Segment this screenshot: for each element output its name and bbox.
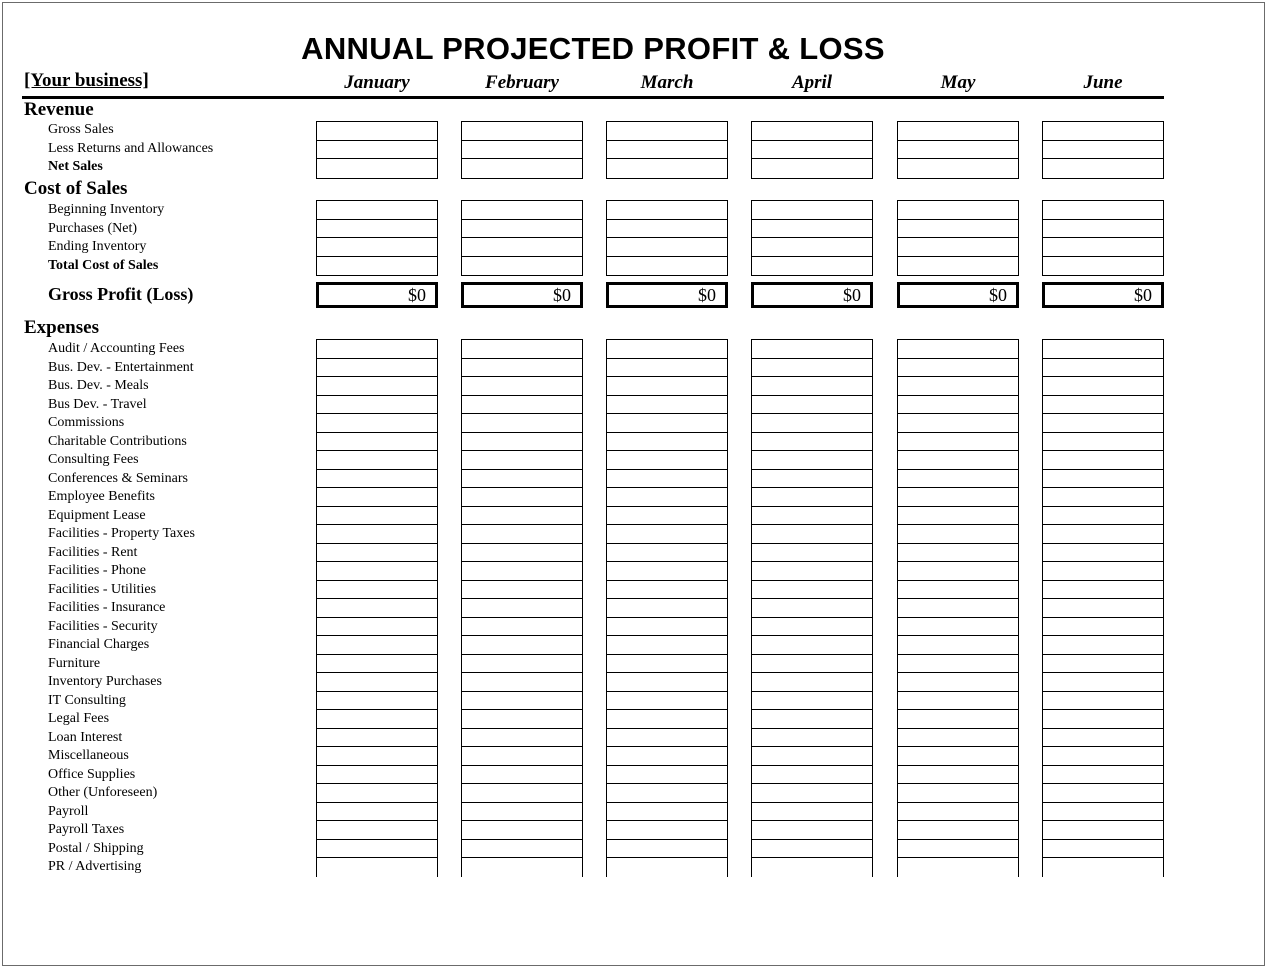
entry-cell[interactable]	[462, 122, 582, 141]
entry-cell[interactable]	[462, 784, 582, 803]
entry-cell[interactable]	[462, 766, 582, 785]
entry-cell[interactable]	[317, 821, 437, 840]
entry-cell[interactable]	[898, 377, 1018, 396]
entry-cell[interactable]	[752, 692, 872, 711]
entry-cell[interactable]	[462, 340, 582, 359]
entry-cell[interactable]	[317, 141, 437, 160]
entry-cell[interactable]	[607, 220, 727, 239]
entry-cell[interactable]	[317, 766, 437, 785]
entry-cell[interactable]	[317, 414, 437, 433]
entry-cell[interactable]	[898, 340, 1018, 359]
expense-label-bus-dev-meals: Bus. Dev. - Meals	[48, 378, 149, 393]
month-header-february: February	[485, 72, 559, 93]
entry-cell[interactable]	[752, 636, 872, 655]
entry-cell[interactable]	[752, 122, 872, 141]
expense-label-payroll: Payroll	[48, 803, 89, 819]
entry-cell[interactable]	[1043, 692, 1163, 711]
entry-cell[interactable]	[898, 581, 1018, 600]
entry-cell[interactable]	[752, 655, 872, 674]
entry-cell[interactable]	[898, 470, 1018, 489]
gross-profit-value-april: $0	[751, 282, 873, 308]
entry-cell[interactable]	[607, 766, 727, 785]
entry-cell[interactable]	[752, 433, 872, 452]
expense-label-payroll-taxes: Payroll Taxes	[48, 822, 125, 837]
entry-cell[interactable]	[898, 141, 1018, 160]
entry-cell[interactable]	[1043, 159, 1163, 178]
expense-label-office-supplies: Office Supplies	[48, 766, 136, 782]
cost-of-sales-column-february	[461, 200, 583, 276]
entry-cell[interactable]	[607, 433, 727, 452]
page-title: ANNUAL PROJECTED PROFIT & LOSS	[301, 31, 885, 66]
entry-cell[interactable]	[607, 414, 727, 433]
expenses-column-may	[897, 339, 1019, 877]
expenses-column-february	[461, 339, 583, 877]
entry-cell[interactable]	[607, 618, 727, 637]
expense-label-bus-dev-entertainment: Bus. Dev. - Entertainment	[48, 359, 194, 375]
entry-cell[interactable]	[462, 858, 582, 877]
expense-label-charitable-contributions: Charitable Contributions	[48, 433, 187, 449]
entry-cell[interactable]	[752, 257, 872, 276]
cost-of-sales-label-beginning-inventory: Beginning Inventory	[48, 202, 165, 217]
entry-cell[interactable]	[1043, 340, 1163, 359]
expense-label-other-unforeseen: Other (Unforeseen)	[48, 785, 158, 800]
entry-cell[interactable]	[752, 618, 872, 637]
entry-cell[interactable]	[607, 377, 727, 396]
entry-cell[interactable]	[317, 159, 437, 178]
entry-cell[interactable]	[317, 525, 437, 544]
month-header-june: June	[1083, 72, 1123, 93]
entry-cell[interactable]	[462, 238, 582, 257]
expenses-column-march	[606, 339, 728, 877]
expense-label-facilities-insurance: Facilities - Insurance	[48, 600, 166, 615]
entry-cell[interactable]	[898, 257, 1018, 276]
entry-cell[interactable]	[607, 784, 727, 803]
gross-profit-value-january: $0	[316, 282, 438, 308]
entry-cell[interactable]	[317, 562, 437, 581]
entry-cell[interactable]	[317, 122, 437, 141]
entry-cell[interactable]	[462, 562, 582, 581]
entry-cell[interactable]	[607, 692, 727, 711]
expense-label-it-consulting: IT Consulting	[48, 692, 126, 708]
entry-cell[interactable]	[607, 238, 727, 257]
entry-cell[interactable]	[1043, 655, 1163, 674]
revenue-label-less-returns-and-allowances: Less Returns and Allowances	[48, 140, 214, 156]
entry-cell[interactable]	[752, 710, 872, 729]
entry-cell[interactable]	[317, 840, 437, 859]
expense-label-equipment-lease: Equipment Lease	[48, 507, 146, 523]
business-name[interactable]: [Your business]	[24, 70, 149, 91]
entry-cell[interactable]	[317, 451, 437, 470]
entry-cell[interactable]	[898, 525, 1018, 544]
entry-cell[interactable]	[607, 451, 727, 470]
entry-cell[interactable]	[898, 710, 1018, 729]
expense-label-commissions: Commissions	[48, 415, 125, 430]
entry-cell[interactable]	[898, 122, 1018, 141]
cost-of-sales-column-january	[316, 200, 438, 276]
revenue-column-february	[461, 121, 583, 179]
expenses-heading: Expenses	[24, 317, 99, 338]
entry-cell[interactable]	[317, 470, 437, 489]
expense-label-pr-advertising: PR / Advertising	[48, 859, 142, 874]
entry-cell[interactable]	[752, 159, 872, 178]
entry-cell[interactable]	[607, 159, 727, 178]
entry-cell[interactable]	[752, 581, 872, 600]
entry-cell[interactable]	[898, 201, 1018, 220]
entry-cell[interactable]	[462, 729, 582, 748]
entry-cell[interactable]	[462, 470, 582, 489]
entry-cell[interactable]	[752, 507, 872, 526]
entry-cell[interactable]	[317, 599, 437, 618]
cost-of-sales-label-ending-inventory: Ending Inventory	[48, 239, 147, 254]
revenue-column-march	[606, 121, 728, 179]
entry-cell[interactable]	[317, 803, 437, 822]
month-header-may: May	[940, 72, 976, 93]
entry-cell[interactable]	[317, 747, 437, 766]
entry-cell[interactable]	[898, 858, 1018, 877]
entry-cell[interactable]	[1043, 396, 1163, 415]
cost-of-sales-column-march	[606, 200, 728, 276]
revenue-total-label: Net Sales	[48, 159, 103, 174]
entry-cell[interactable]	[752, 525, 872, 544]
entry-cell[interactable]	[462, 201, 582, 220]
entry-cell[interactable]	[462, 159, 582, 178]
entry-cell[interactable]	[462, 599, 582, 618]
entry-cell[interactable]	[462, 525, 582, 544]
entry-cell[interactable]	[898, 359, 1018, 378]
expense-label-audit-accounting-fees: Audit / Accounting Fees	[48, 341, 185, 356]
entry-cell[interactable]	[317, 673, 437, 692]
entry-cell[interactable]	[462, 507, 582, 526]
expense-label-miscellaneous: Miscellaneous	[48, 748, 129, 763]
entry-cell[interactable]	[607, 729, 727, 748]
entry-cell[interactable]	[898, 396, 1018, 415]
entry-cell[interactable]	[317, 257, 437, 276]
expense-label-conferences-seminars: Conferences & Seminars	[48, 470, 188, 486]
entry-cell[interactable]	[317, 618, 437, 637]
expense-label-employee-benefits: Employee Benefits	[48, 489, 155, 504]
entry-cell[interactable]	[462, 618, 582, 637]
expense-label-inventory-purchases: Inventory Purchases	[48, 674, 162, 689]
entry-cell[interactable]	[607, 710, 727, 729]
entry-cell[interactable]	[462, 673, 582, 692]
expense-label-facilities-phone: Facilities - Phone	[48, 563, 146, 578]
entry-cell[interactable]	[1043, 747, 1163, 766]
entry-cell[interactable]	[607, 803, 727, 822]
entry-cell[interactable]	[462, 359, 582, 378]
entry-cell[interactable]	[607, 562, 727, 581]
entry-cell[interactable]	[752, 803, 872, 822]
entry-cell[interactable]	[898, 655, 1018, 674]
entry-cell[interactable]	[1043, 433, 1163, 452]
entry-cell[interactable]	[752, 359, 872, 378]
entry-cell[interactable]	[898, 507, 1018, 526]
entry-cell[interactable]	[1043, 544, 1163, 563]
entry-cell[interactable]	[607, 858, 727, 877]
entry-cell[interactable]	[1043, 766, 1163, 785]
entry-cell[interactable]	[752, 201, 872, 220]
entry-cell[interactable]	[317, 359, 437, 378]
entry-cell[interactable]	[1043, 636, 1163, 655]
entry-cell[interactable]	[607, 821, 727, 840]
entry-cell[interactable]	[317, 692, 437, 711]
revenue-column-may	[897, 121, 1019, 179]
expense-label-loan-interest: Loan Interest	[48, 729, 123, 745]
entry-cell[interactable]	[317, 507, 437, 526]
entry-cell[interactable]	[1043, 359, 1163, 378]
entry-cell[interactable]	[1043, 803, 1163, 822]
entry-cell[interactable]	[752, 673, 872, 692]
entry-cell[interactable]	[898, 433, 1018, 452]
entry-cell[interactable]	[462, 414, 582, 433]
entry-cell[interactable]	[607, 141, 727, 160]
entry-cell[interactable]	[607, 544, 727, 563]
revenue-column-january	[316, 121, 438, 179]
entry-cell[interactable]	[607, 636, 727, 655]
entry-cell[interactable]	[317, 433, 437, 452]
entry-cell[interactable]	[1043, 858, 1163, 877]
expense-label-facilities-utilities: Facilities - Utilities	[48, 581, 157, 597]
entry-cell[interactable]	[752, 766, 872, 785]
expense-label-facilities-rent: Facilities - Rent	[48, 544, 138, 560]
gross-profit-value-february: $0	[461, 282, 583, 308]
entry-cell[interactable]	[317, 581, 437, 600]
entry-cell[interactable]	[607, 599, 727, 618]
entry-cell[interactable]	[607, 655, 727, 674]
month-header-march: March	[640, 72, 694, 93]
entry-cell[interactable]	[1043, 618, 1163, 637]
entry-cell[interactable]	[462, 581, 582, 600]
month-header-april: April	[791, 72, 833, 93]
entry-cell[interactable]	[1043, 729, 1163, 748]
entry-cell[interactable]	[898, 636, 1018, 655]
cost-of-sales-column-june	[1042, 200, 1164, 276]
entry-cell[interactable]	[1043, 201, 1163, 220]
entry-cell[interactable]	[462, 544, 582, 563]
entry-cell[interactable]	[752, 747, 872, 766]
entry-cell[interactable]	[462, 821, 582, 840]
entry-cell[interactable]	[317, 201, 437, 220]
entry-cell[interactable]	[462, 655, 582, 674]
expenses-column-june	[1042, 339, 1164, 877]
entry-cell[interactable]	[607, 488, 727, 507]
entry-cell[interactable]	[752, 141, 872, 160]
gross-profit-value-march: $0	[606, 282, 728, 308]
entry-cell[interactable]	[1043, 525, 1163, 544]
entry-cell[interactable]	[752, 544, 872, 563]
entry-cell[interactable]	[462, 396, 582, 415]
revenue-label-gross-sales: Gross Sales	[48, 122, 114, 137]
entry-cell[interactable]	[1043, 488, 1163, 507]
entry-cell[interactable]	[317, 729, 437, 748]
entry-cell[interactable]	[1043, 238, 1163, 257]
expense-label-financial-charges: Financial Charges	[48, 637, 150, 652]
entry-cell[interactable]	[317, 220, 437, 239]
entry-cell[interactable]	[898, 840, 1018, 859]
entry-cell[interactable]	[607, 840, 727, 859]
entry-cell[interactable]	[1043, 451, 1163, 470]
entry-cell[interactable]	[317, 544, 437, 563]
cost-of-sales-label-purchases-net: Purchases (Net)	[48, 220, 138, 236]
entry-cell[interactable]	[607, 359, 727, 378]
entry-cell[interactable]	[752, 784, 872, 803]
expense-label-facilities-security: Facilities - Security	[48, 618, 158, 634]
entry-cell[interactable]	[1043, 507, 1163, 526]
entry-cell[interactable]	[898, 766, 1018, 785]
entry-cell[interactable]	[462, 840, 582, 859]
entry-cell[interactable]	[752, 840, 872, 859]
entry-cell[interactable]	[752, 858, 872, 877]
expense-label-legal-fees: Legal Fees	[48, 711, 110, 726]
entry-cell[interactable]	[462, 220, 582, 239]
expenses-column-january	[316, 339, 438, 877]
entry-cell[interactable]	[462, 433, 582, 452]
entry-cell[interactable]	[607, 122, 727, 141]
entry-cell[interactable]	[752, 729, 872, 748]
entry-cell[interactable]	[1043, 122, 1163, 141]
entry-cell[interactable]	[898, 159, 1018, 178]
expense-label-furniture: Furniture	[48, 655, 101, 671]
entry-cell[interactable]	[898, 488, 1018, 507]
revenue-column-june	[1042, 121, 1164, 179]
entry-cell[interactable]	[317, 858, 437, 877]
entry-cell[interactable]	[462, 803, 582, 822]
entry-cell[interactable]	[1043, 784, 1163, 803]
entry-cell[interactable]	[462, 451, 582, 470]
entry-cell[interactable]	[898, 220, 1018, 239]
entry-cell[interactable]	[898, 599, 1018, 618]
entry-cell[interactable]	[752, 470, 872, 489]
entry-cell[interactable]	[462, 636, 582, 655]
gross-profit-value-june: $0	[1042, 282, 1164, 308]
entry-cell[interactable]	[898, 562, 1018, 581]
entry-cell[interactable]	[317, 784, 437, 803]
entry-cell[interactable]	[607, 507, 727, 526]
expense-label-facilities-property-taxes: Facilities - Property Taxes	[48, 526, 195, 541]
cost-of-sales-total-label: Total Cost of Sales	[48, 257, 159, 273]
expense-label-bus-dev-travel: Bus Dev. - Travel	[48, 396, 147, 412]
entry-cell[interactable]	[898, 618, 1018, 637]
entry-cell[interactable]	[317, 636, 437, 655]
revenue-heading: Revenue	[24, 99, 94, 120]
expense-label-consulting-fees: Consulting Fees	[48, 452, 139, 467]
entry-cell[interactable]	[752, 488, 872, 507]
entry-cell[interactable]	[317, 238, 437, 257]
entry-cell[interactable]	[1043, 141, 1163, 160]
entry-cell[interactable]	[1043, 581, 1163, 600]
entry-cell[interactable]	[752, 414, 872, 433]
gross-profit-value-may: $0	[897, 282, 1019, 308]
header-divider	[22, 96, 1164, 99]
gross-profit-label: Gross Profit (Loss)	[48, 284, 194, 304]
entry-cell[interactable]	[607, 525, 727, 544]
entry-cell[interactable]	[752, 220, 872, 239]
entry-cell[interactable]	[1043, 821, 1163, 840]
entry-cell[interactable]	[752, 599, 872, 618]
cost-of-sales-column-april	[751, 200, 873, 276]
entry-cell[interactable]	[462, 710, 582, 729]
entry-cell[interactable]	[1043, 599, 1163, 618]
entry-cell[interactable]	[317, 377, 437, 396]
entry-cell[interactable]	[607, 747, 727, 766]
entry-cell[interactable]	[1043, 470, 1163, 489]
entry-cell[interactable]	[317, 488, 437, 507]
entry-cell[interactable]	[1043, 414, 1163, 433]
entry-cell[interactable]	[607, 581, 727, 600]
entry-cell[interactable]	[898, 238, 1018, 257]
entry-cell[interactable]	[752, 238, 872, 257]
expense-label-postal-shipping: Postal / Shipping	[48, 840, 144, 856]
month-header-january: January	[344, 72, 410, 93]
entry-cell[interactable]	[898, 821, 1018, 840]
entry-cell[interactable]	[317, 396, 437, 415]
entry-cell[interactable]	[462, 377, 582, 396]
revenue-column-april	[751, 121, 873, 179]
entry-cell[interactable]	[462, 747, 582, 766]
entry-cell[interactable]	[1043, 710, 1163, 729]
entry-cell[interactable]	[607, 470, 727, 489]
entry-cell[interactable]	[1043, 377, 1163, 396]
entry-cell[interactable]	[898, 747, 1018, 766]
entry-cell[interactable]	[898, 414, 1018, 433]
entry-cell[interactable]	[1043, 257, 1163, 276]
entry-cell[interactable]	[317, 340, 437, 359]
expenses-column-april	[751, 339, 873, 877]
entry-cell[interactable]	[317, 710, 437, 729]
entry-cell[interactable]	[607, 673, 727, 692]
entry-cell[interactable]	[1043, 562, 1163, 581]
entry-cell[interactable]	[898, 451, 1018, 470]
entry-cell[interactable]	[1043, 220, 1163, 239]
entry-cell[interactable]	[898, 803, 1018, 822]
cost-of-sales-heading: Cost of Sales	[24, 178, 128, 199]
entry-cell[interactable]	[607, 257, 727, 276]
entry-cell[interactable]	[898, 544, 1018, 563]
entry-cell[interactable]	[607, 396, 727, 415]
entry-cell[interactable]	[607, 201, 727, 220]
entry-cell[interactable]	[752, 451, 872, 470]
entry-cell[interactable]	[462, 257, 582, 276]
cost-of-sales-column-may	[897, 200, 1019, 276]
entry-cell[interactable]	[1043, 840, 1163, 859]
entry-cell[interactable]	[752, 562, 872, 581]
entry-cell[interactable]	[752, 340, 872, 359]
entry-cell[interactable]	[462, 692, 582, 711]
entry-cell[interactable]	[752, 821, 872, 840]
entry-cell[interactable]	[898, 729, 1018, 748]
entry-cell[interactable]	[317, 655, 437, 674]
entry-cell[interactable]	[752, 396, 872, 415]
entry-cell[interactable]	[752, 377, 872, 396]
entry-cell[interactable]	[462, 141, 582, 160]
entry-cell[interactable]	[1043, 673, 1163, 692]
entry-cell[interactable]	[898, 692, 1018, 711]
entry-cell[interactable]	[462, 488, 582, 507]
entry-cell[interactable]	[607, 340, 727, 359]
entry-cell[interactable]	[898, 784, 1018, 803]
entry-cell[interactable]	[898, 673, 1018, 692]
